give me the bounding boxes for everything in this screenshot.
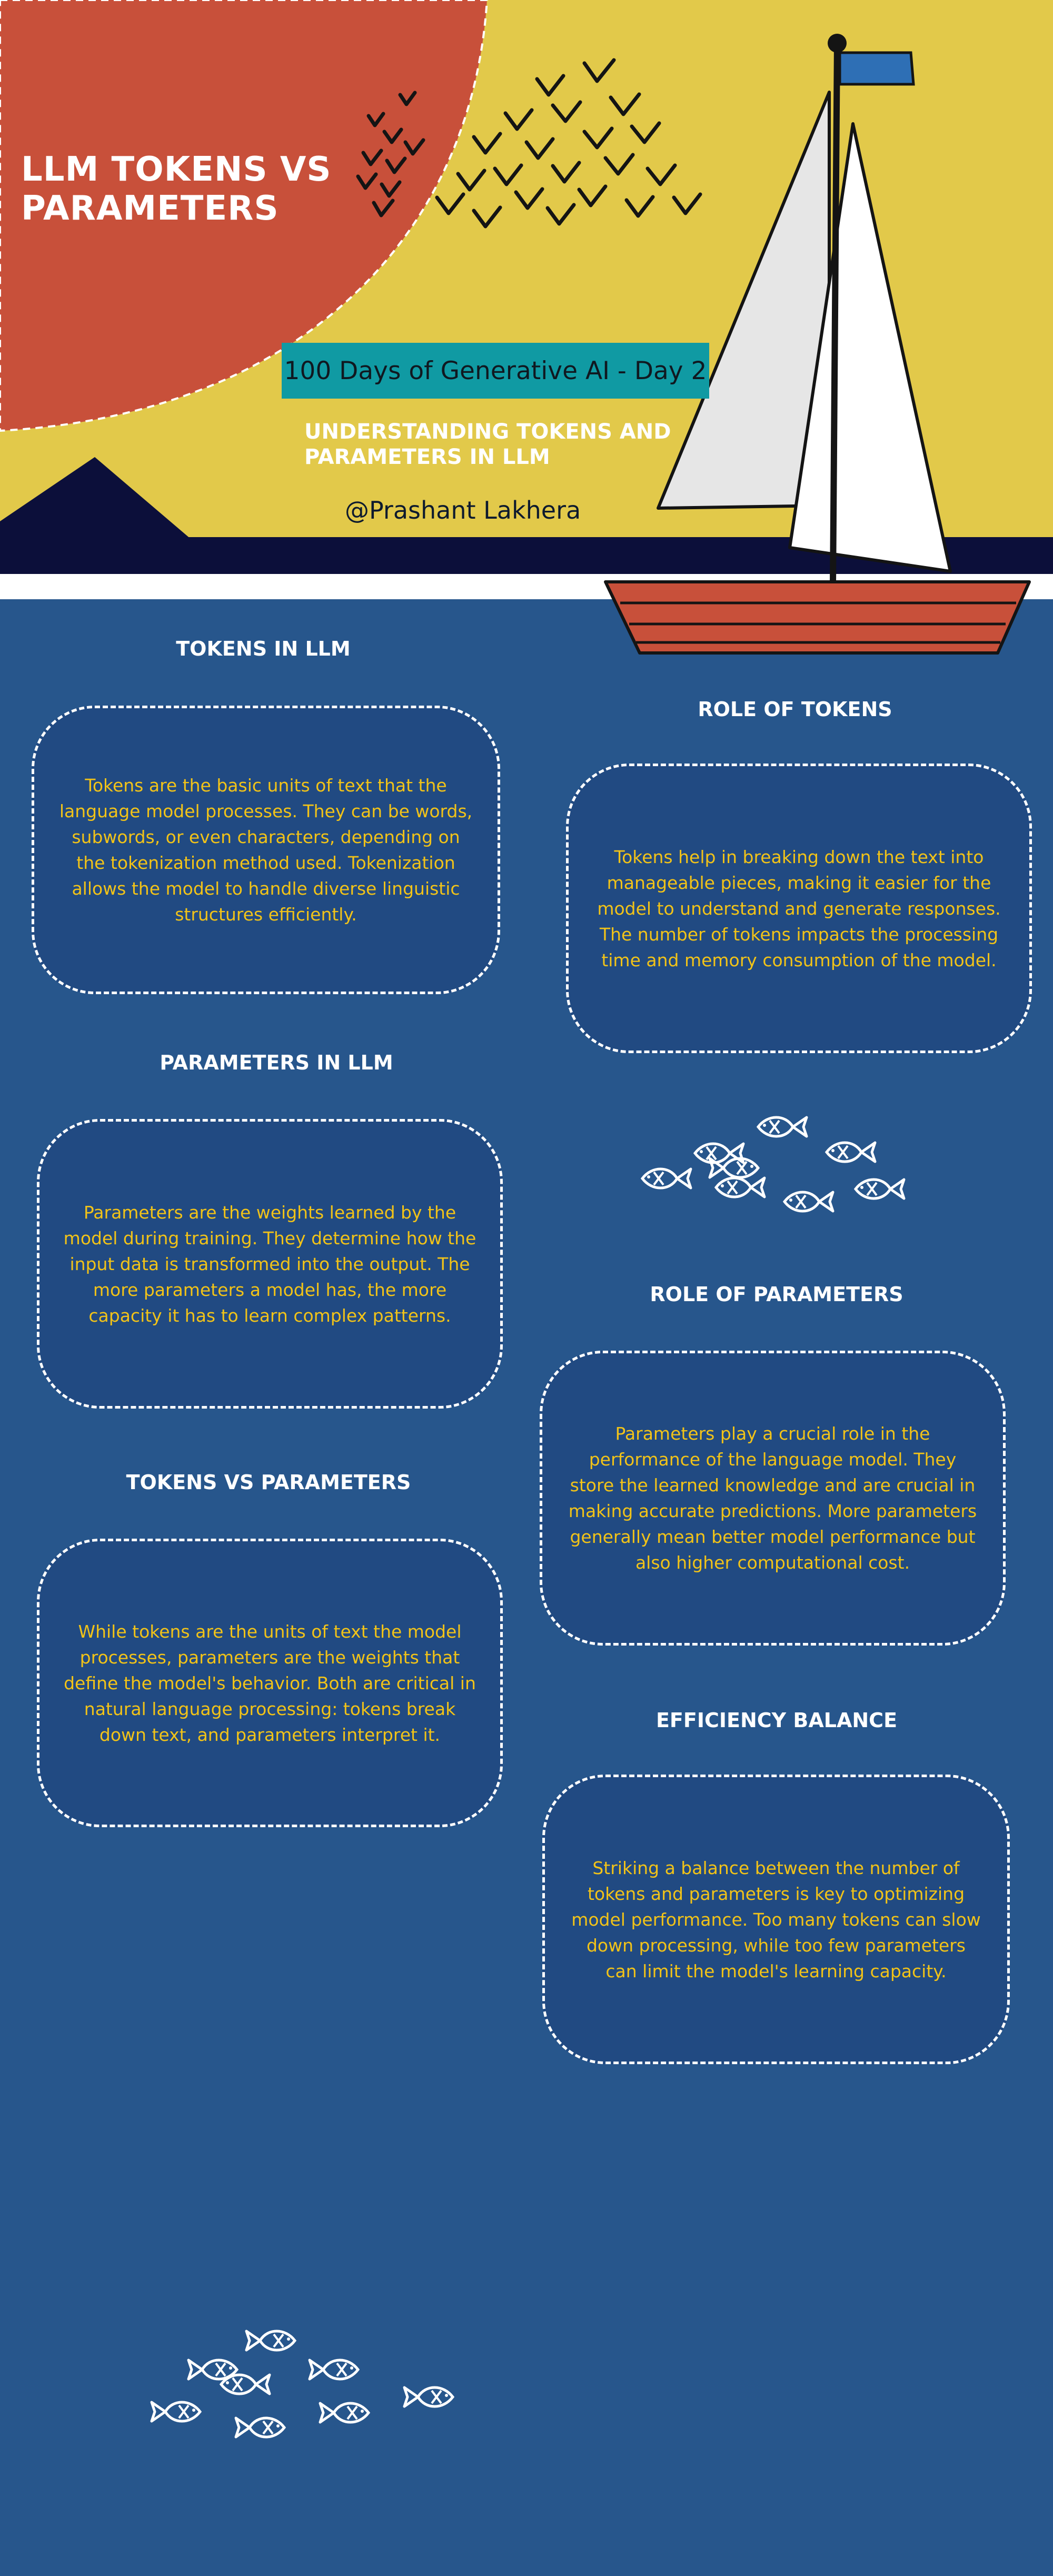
fish-icon [320,2403,369,2422]
fish-school-lower [95,2317,463,2459]
series-banner: 100 Days of Generative AI - Day 2 [282,343,709,399]
fish-icon [856,1180,904,1198]
fish-icon [246,2331,295,2350]
card-efficiency-balance [542,1775,1010,2064]
infographic-title: LLM TOKENS VS PARAMETERS [21,150,332,228]
heading-role-of-tokens: ROLE OF TOKENS [698,698,892,721]
card-text-parameters-in-llm: Parameters are the weights learned by the model during training. They determine how the input data is transformed into the output. The more parameters a model has, the more capacity it has to learn complex patterns. [63,1202,476,1326]
heading-tokens-in-llm: TOKENS IN LLM [176,637,351,660]
fish-icon [404,2387,453,2406]
heading-role-of-parameters: ROLE OF PARAMETERS [650,1283,903,1306]
heading-efficiency-balance: EFFICIENCY BALANCE [655,1709,898,1732]
fish-icon [784,1192,833,1211]
fish-icon [310,2360,358,2379]
card-text-role-of-parameters: Parameters play a crucial role in the performance of the language model. They store the learned knowledge and are crucial in making accurate predictions. More parameters generally mean better model performance but also higher computational cost. [568,1423,977,1573]
mast-top [828,34,847,53]
fish-school-upper [632,1106,927,1232]
card-role-of-tokens [566,764,1032,1053]
fish-icon [152,2402,200,2421]
card-tokens-in-llm [32,706,500,994]
fish-icon [827,1143,875,1162]
card-text-tokens-vs-parameters: While tokens are the units of text the model processes, parameters are the weights that define the model's behavior. Both are critical in natural language processing: tokens break down text, and parameters interpret it. [64,1621,476,1745]
card-text-role-of-tokens: Tokens help in breaking down the text into manageable pieces, making it easier for the model to understand and generate responses. The number of tokens impacts the processing time and memory consumption of the model. [597,846,1001,970]
fish-icon [236,2418,284,2437]
card-parameters-in-llm [37,1119,503,1409]
hero-illustration [0,0,1053,658]
fish-icon [716,1178,764,1197]
card-text-efficiency-balance: Striking a balance between the number of tokens and parameters is key to optimizing model performance. Too many tokens can slow down processing, while too few parameters can limit the model's learning capacity. [571,1857,981,1981]
fish-icon [642,1169,691,1188]
card-role-of-parameters [540,1351,1006,1646]
flag-icon [840,53,913,84]
mast [833,42,837,584]
card-text-tokens-in-llm: Tokens are the basic units of text that the language model processes. They can be words, subwords, or even characters, depending on the tokenization method used. Tokenization allows the model to handle diverse linguistic structures efficiently. [59,775,473,925]
author-handle: @Prashant Lakhera [345,496,581,524]
fish-icon [221,2375,270,2394]
card-tokens-vs-parameters [37,1539,503,1827]
fish-icon [758,1117,807,1136]
subtitle: UNDERSTANDING TOKENS AND PARAMETERS IN LLM [304,420,671,469]
heading-tokens-vs-parameters: TOKENS VS PARAMETERS [126,1471,411,1494]
heading-parameters-in-llm: PARAMETERS IN LLM [160,1051,393,1074]
